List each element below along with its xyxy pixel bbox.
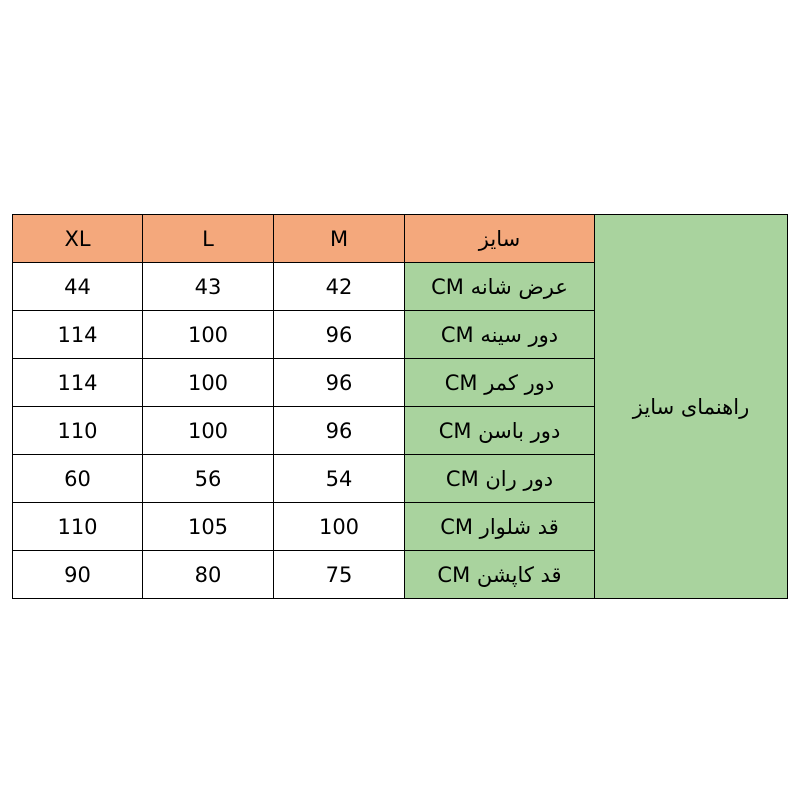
row-value-m: 96	[274, 407, 405, 455]
row-value-l: 43	[143, 263, 274, 311]
row-value-m: 42	[274, 263, 405, 311]
size-table	[12, 214, 788, 599]
row-value-xl: 110	[13, 503, 143, 551]
row-value-l: 80	[143, 551, 274, 599]
row-value-xl: 114	[13, 359, 143, 407]
size-table-container	[13, 214, 788, 599]
row-value-l: 100	[143, 311, 274, 359]
row-value-m: 54	[274, 455, 405, 503]
row-label: عرض شانه CM	[405, 263, 595, 311]
header-size: سایز	[405, 215, 595, 263]
row-value-m: 96	[274, 359, 405, 407]
row-value-l: 100	[143, 407, 274, 455]
row-value-m: 96	[274, 311, 405, 359]
header-m: M	[274, 215, 405, 263]
row-label: دور کمر CM	[405, 359, 595, 407]
row-value-xl: 110	[13, 407, 143, 455]
row-label: دور ران CM	[405, 455, 595, 503]
header-l: L	[143, 215, 274, 263]
row-label: قد شلوار CM	[405, 503, 595, 551]
row-value-l: 105	[143, 503, 274, 551]
row-value-l: 56	[143, 455, 274, 503]
header-xl: XL	[13, 215, 143, 263]
row-label: دور سینه CM	[405, 311, 595, 359]
row-value-m: 75	[274, 551, 405, 599]
row-value-xl: 90	[13, 551, 143, 599]
row-value-xl: 114	[13, 311, 143, 359]
row-label: دور باسن CM	[405, 407, 595, 455]
row-value-xl: 60	[13, 455, 143, 503]
row-value-xl: 44	[13, 263, 143, 311]
row-value-m: 100	[274, 503, 405, 551]
table-row	[13, 215, 788, 263]
size-guide-title: راهنمای سایز	[595, 215, 788, 599]
row-label: قد کاپشن CM	[405, 551, 595, 599]
row-value-l: 100	[143, 359, 274, 407]
